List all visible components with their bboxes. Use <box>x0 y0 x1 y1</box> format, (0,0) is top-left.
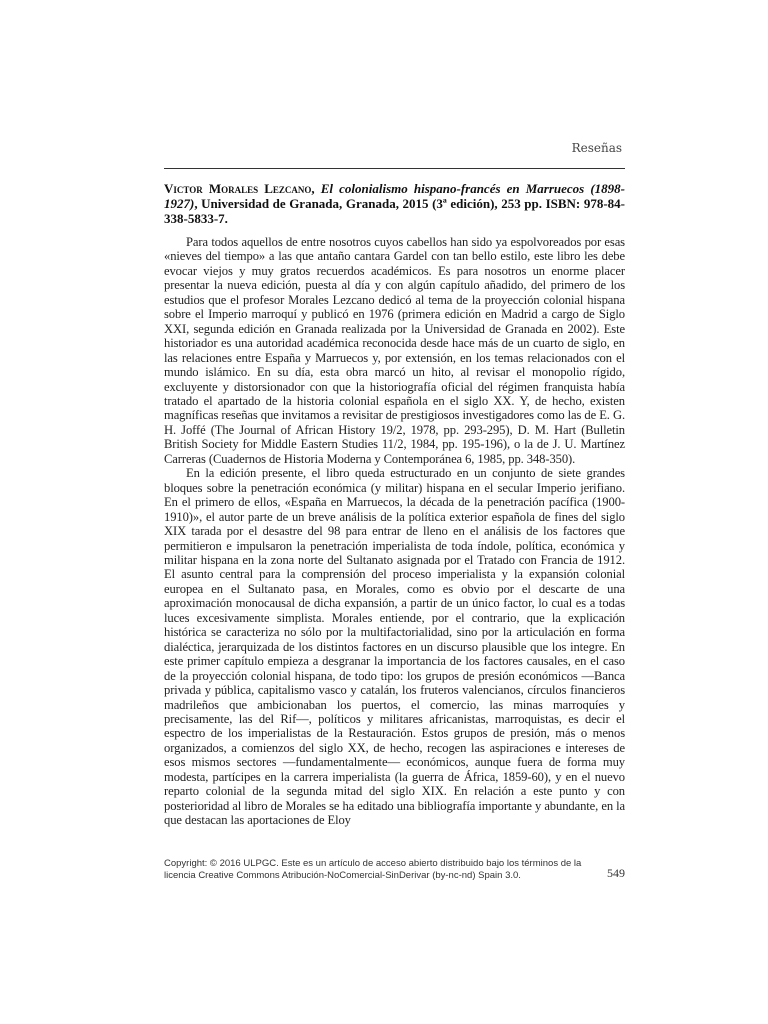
citation-author: Victor Morales Lezcano <box>164 181 312 196</box>
review-body <box>164 235 625 828</box>
header-rule <box>164 168 625 169</box>
citation-title: El colonialismo hispano-francés en Marruecos (1898-1927) <box>164 181 626 211</box>
copyright-notice: Copyright: © 2016 ULPGC. Este es un artículo de acceso abierto distribuido bajo los términos de la licencia Creative Commons Atribución-NoComercial-SinDerivar (by-nc-nd) Spain 3.0. <box>164 858 582 881</box>
body-paragraph-1: Para todos aquellos de entre nosotros cuyos cabellos han sido ya espolvoreados por esas «nieves del tiempo» a las que antaño cantara Gardel con tan bello estilo, este libro les debe evocar viejos y muy gratos recuerdos académicos. Es para nosotros un enorme placer presentar la nueva edición, puesta al día y con algún capítulo añadido, del primero de los estudios que el profesor Morales Lezcano dedicó al tema de la proyección colonial hispana sobre el Imperio marroquí y publicó en 1976 (primera edición en Madrid a cargo de Siglo XXI, segunda edición en Granada realizada por la Universidad de Granada en 2002). Este historiador es una autoridad académica reconocida desde hace más de un cuarto de siglo, en las relaciones entre España y Marruecos y, por extensión, en los temas relacionados con el mundo islámico. En su día, esta obra marcó un hito, al revisar el monopolio rígido, excluyente y distorsionador con que la historiografía oficial del régimen franquista había tratado el apartado de la historia colonial española en el siglo XX. Y, de hecho, existen magníficas reseñas que invitamos a revisitar de prestigiosos investigadores como las de E. G. H. Joffé (The Journal of African History 19/2, 1978, pp. 293-295), D. M. Hart (Bulletin British Society for Middle Eastern Studies 11/2, 1984, pp. 195-196), o la de J. U. Martínez Carreras (Cuadernos de Historia Moderna y Contemporánea 6, 1985, pp. 348-350). <box>164 235 625 466</box>
citation-separator: , <box>311 181 321 196</box>
body-paragraph-2: En la edición presente, el libro queda estructurado en un conjunto de siete grandes bloques sobre la penetración económica (y militar) hispana en el secular Imperio jerifiano. En el primero de ellos, «España en Marruecos, la década de la penetración pacífica (1900-1910)», el autor parte de un breve análisis de la política exterior española de fines del siglo XIX tarada por el desastre del 98 para entrar de lleno en el análisis de los factores que permitieron e impulsaron la penetración imperialista de toda índole, política, económica y militar hispana en la zona norte del Sultanato asignada por el Tratado con Francia de 1912. El asunto central para la comprensión del proceso imperialista y la expansión colonial europea en el Sultanato pasa, en Morales, como es obvio por el descarte de una aproximación monocausal de dicha expansión, a partir de un único factor, lo cual es a todas luces excesivamente simplista. Morales entiende, por el contrario, que la explicación histórica se caracteriza no sólo por la multifactorialidad, sino por la articulación en forma dialéctica, jerarquizada de los distintos factores en un discurso plausible que los integre. En este primer capítulo empieza a desgranar la importancia de los factores causales, en el caso de la proyección colonial hispana, de todo tipo: los grupos de presión económicos —Banca privada y pública, capitalismo vasco y catalán, los fruteros valencianos, círculos financieros madrileños que ambicionaban los puertos, el comercio, las minas marroquíes y precisamente, las del Rif—, políticos y militares africanistas, marroquistas, es decir el espectro de los imperialistas de la Restauración. Estos grupos de presión, más o menos organizados, a comienzos del siglo XX, de hecho, recogen las aspiraciones e intereses de esos mismos sectores —fundamentalmente— económicos, aunque fuera de forma muy modesta, partícipes en la carrera imperialista (la guerra de África, 1859-60), y en el nuevo reparto colonial de la segunda mitad del siglo XIX. En relación a este punto y con posterioridad al libro de Morales se ha editado una bibliografía importante y abundante, en la que destacan las aportaciones de Eloy <box>164 466 625 828</box>
page-number: 549 <box>607 866 625 880</box>
citation-publication: , Universidad de Granada, Granada, 2015 (3ª edición), 253 pp. ISBN: 978-84-338-5833-7. <box>164 196 625 226</box>
running-head: Reseñas <box>571 141 622 155</box>
review-citation <box>164 181 625 226</box>
